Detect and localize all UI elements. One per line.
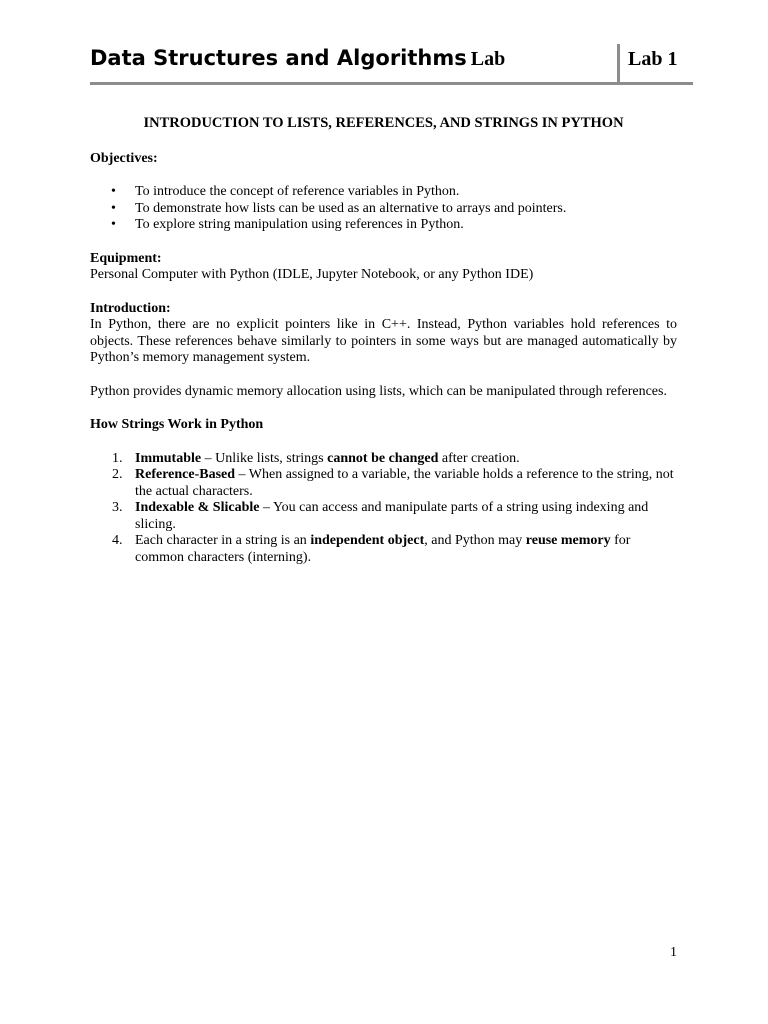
list-number: 4. bbox=[112, 533, 123, 548]
introduction-heading: Introduction: bbox=[90, 300, 171, 316]
list-item bbox=[90, 467, 677, 500]
spacer bbox=[90, 284, 677, 301]
header-title-serif: Lab bbox=[470, 48, 506, 70]
description: – Unlike lists, strings bbox=[201, 450, 328, 466]
introduction-paragraph-1: In Python, there are no explicit pointers like in C++. Instead, Python variables hold references to objects. These references behave similarly to pointers in some ways but are managed automatically by Python’s memory management system. bbox=[90, 317, 677, 365]
term: Indexable & Slicable bbox=[135, 500, 260, 515]
description: for common characters (interning). bbox=[135, 533, 631, 565]
strings-heading: How Strings Work in Python bbox=[90, 417, 264, 432]
list-number: 1. bbox=[112, 450, 123, 466]
emphasis: cannot be changed bbox=[327, 450, 439, 466]
list-item: • To introduce the concept of reference variables in Python. bbox=[90, 184, 677, 201]
list-item bbox=[90, 533, 677, 566]
spacer bbox=[90, 234, 677, 251]
spacer bbox=[90, 434, 677, 451]
header-rule bbox=[90, 82, 693, 85]
header-title bbox=[90, 46, 505, 71]
header-lab-number: Lab 1 bbox=[628, 48, 678, 70]
list-item bbox=[90, 500, 677, 533]
description: after creation. bbox=[438, 450, 520, 466]
spacer bbox=[90, 400, 677, 417]
list-item: • To demonstrate how lists can be used as an alternative to arrays and pointers. bbox=[90, 201, 677, 218]
term: Reference-Based bbox=[135, 467, 236, 482]
description: – When assigned to a variable, the variable holds a reference to the string, not the actual characters. bbox=[135, 467, 674, 499]
strings-list bbox=[90, 451, 677, 567]
description: , and Python may bbox=[424, 533, 526, 548]
description: – You can access and manipulate parts of a string using indexing and slicing. bbox=[135, 500, 649, 532]
equipment-heading: Equipment: bbox=[90, 250, 162, 266]
list-number: 2. bbox=[112, 467, 123, 482]
introduction-paragraph-2: Python provides dynamic memory allocation using lists, which can be manipulated through references. bbox=[90, 383, 667, 399]
spacer bbox=[90, 367, 677, 384]
term: Immutable bbox=[135, 450, 202, 466]
description: Each character in a string is an bbox=[135, 533, 311, 548]
list-item bbox=[90, 451, 677, 468]
page-header bbox=[90, 44, 693, 86]
document-body bbox=[90, 115, 677, 566]
emphasis: independent object bbox=[310, 533, 425, 548]
header-divider-vertical bbox=[617, 44, 620, 84]
list-item: • To explore string manipulation using references in Python. bbox=[90, 217, 677, 234]
header-title-sans: Data Structures and Algorithms bbox=[90, 46, 467, 70]
emphasis: reuse memory bbox=[525, 533, 611, 548]
spacer bbox=[90, 167, 677, 184]
list-number: 3. bbox=[112, 500, 123, 515]
objectives-list bbox=[90, 184, 677, 234]
objectives-heading: Objectives: bbox=[90, 150, 158, 166]
document-title: INTRODUCTION TO LISTS, REFERENCES, AND STRINGS IN PYTHON bbox=[143, 115, 624, 131]
page-number: 1 bbox=[670, 945, 677, 960]
equipment-text: Personal Computer with Python (IDLE, Jupyter Notebook, or any Python IDE) bbox=[90, 267, 534, 282]
